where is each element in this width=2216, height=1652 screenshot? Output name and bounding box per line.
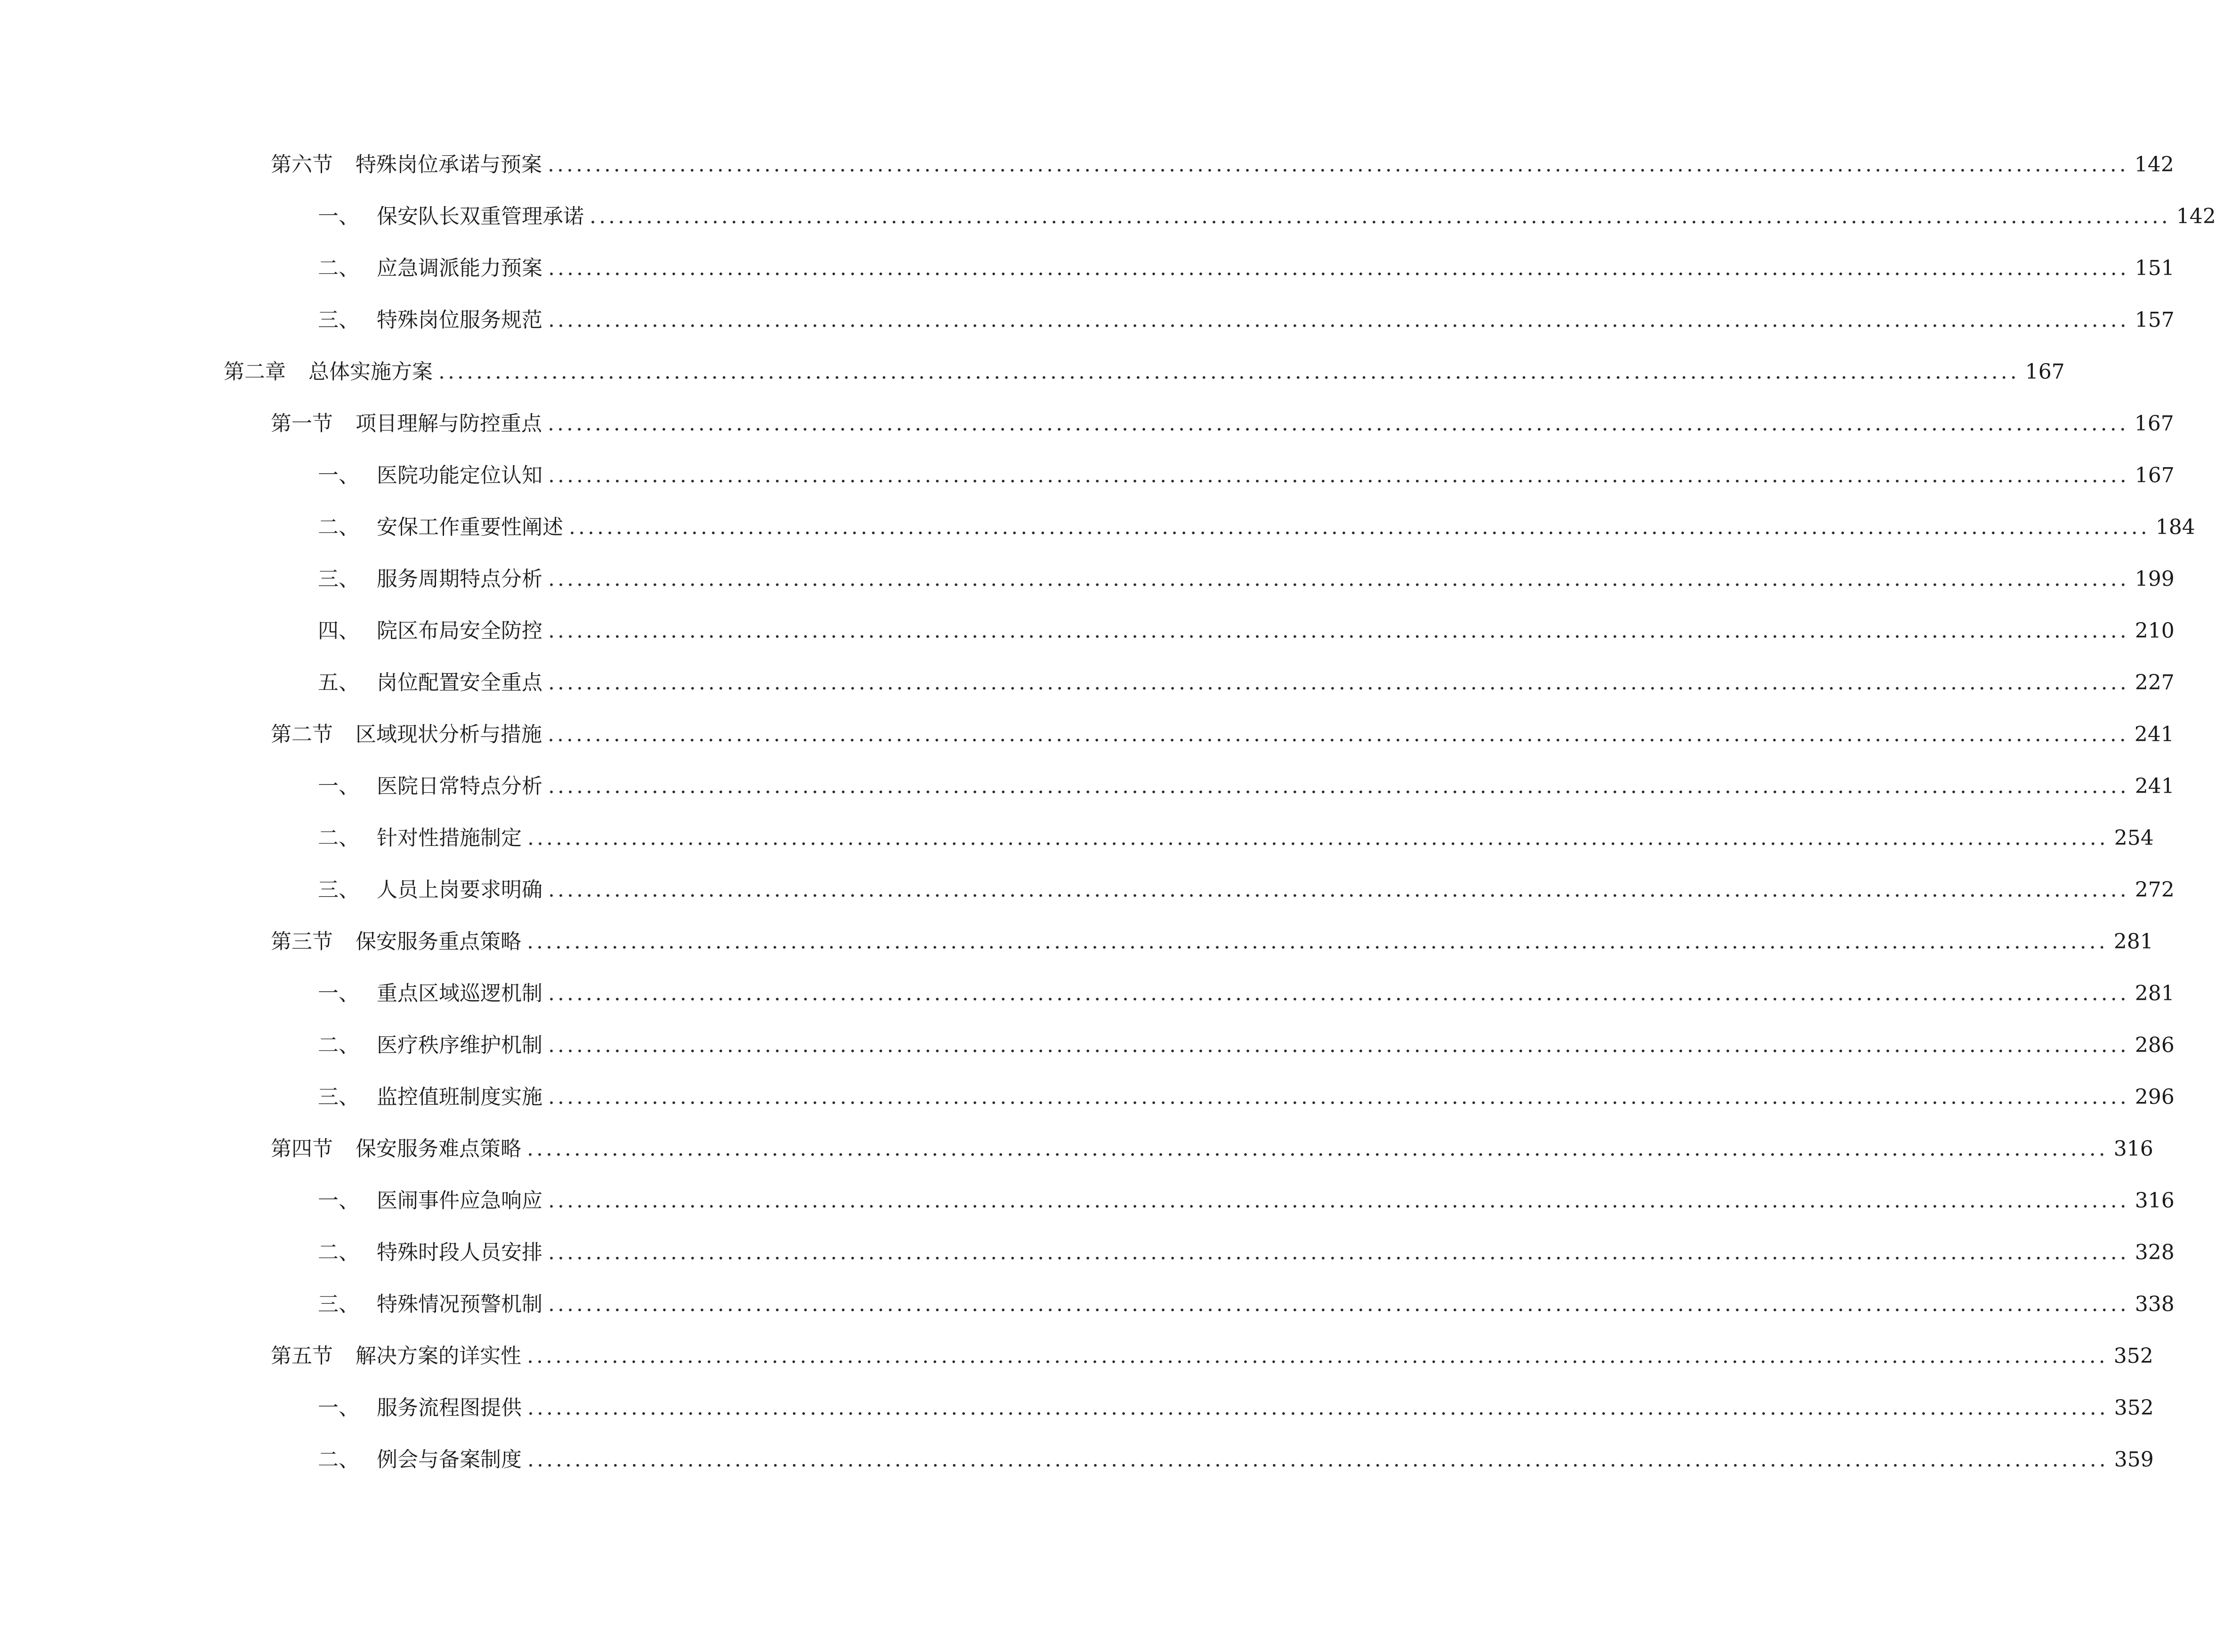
toc-entry-number: 一、 [318, 981, 359, 1005]
toc-entry[interactable] [318, 1078, 2175, 1116]
toc-entry-number: 第五节 [271, 1344, 333, 1368]
toc-entry[interactable] [224, 353, 2065, 391]
toc-entry[interactable] [318, 509, 2195, 546]
toc-entry-title: 保安队长双重管理承诺 [377, 204, 584, 228]
toc-entry-title: 总体实施方案 [308, 360, 433, 384]
toc-leader-dots: ........................................................................................................................................................................ [548, 1240, 2129, 1264]
toc-entry-number: 第二章 [224, 360, 286, 384]
toc-leader-dots: ........................................................................................................................................................................ [548, 1292, 2129, 1316]
toc-entry-title: 医院功能定位认知 [377, 463, 542, 487]
toc-entry-title: 特殊岗位承诺与预案 [356, 153, 542, 177]
toc-entry-page: 296 [2135, 1085, 2175, 1109]
toc-entry-title: 保安服务重点策略 [356, 930, 521, 954]
toc-entry-number: 一、 [318, 1189, 359, 1213]
toc-entry-title: 医院日常特点分析 [377, 774, 542, 798]
toc-entry-title: 例会与备案制度 [377, 1448, 522, 1472]
toc-entry-number: 二、 [318, 256, 359, 280]
toc-entry-title: 特殊时段人员安排 [377, 1240, 542, 1264]
toc-entry-number: 五、 [318, 671, 359, 695]
toc-entry-number: 一、 [318, 463, 359, 487]
toc-entry[interactable] [318, 1027, 2175, 1064]
toc-leader-dots: ........................................................................................................................................................................ [548, 567, 2129, 591]
toc-leader-dots: ........................................................................................................................................................................ [548, 671, 2129, 695]
toc-entry-page: 199 [2135, 567, 2175, 591]
toc-entry-page: 359 [2114, 1448, 2154, 1472]
toc-entry[interactable] [318, 1389, 2154, 1427]
toc-leader-dots: ........................................................................................................................................................................ [438, 360, 2020, 384]
toc-leader-dots: ........................................................................................................................................................................ [527, 1137, 2108, 1161]
toc-entry-page: 241 [2134, 722, 2174, 746]
toc-leader-dots: ........................................................................................................................................................................ [548, 619, 2129, 643]
toc-entry[interactable] [271, 1130, 2153, 1168]
toc-entry[interactable] [318, 198, 2216, 235]
toc-entry-number: 三、 [318, 1085, 359, 1109]
toc-entry-title: 岗位配置安全重点 [377, 671, 542, 695]
toc-entry-page: 142 [2134, 153, 2174, 177]
toc-leader-dots: ........................................................................................................................................................................ [548, 256, 2129, 280]
toc-entry[interactable] [318, 975, 2175, 1012]
toc-entry-title: 特殊情况预警机制 [377, 1292, 542, 1316]
toc-entry[interactable] [318, 1441, 2154, 1479]
toc-entry-page: 142 [2176, 204, 2216, 228]
toc-entry-page: 184 [2155, 515, 2195, 539]
toc-entry-title: 针对性措施制定 [377, 826, 522, 850]
toc-entry-page: 241 [2135, 774, 2175, 798]
toc-entry-title: 区域现状分析与措施 [356, 722, 542, 746]
toc-entry[interactable] [271, 923, 2153, 961]
toc-entry[interactable] [318, 768, 2175, 805]
toc-entry-page: 272 [2135, 878, 2175, 902]
toc-entry[interactable] [318, 819, 2154, 857]
toc-leader-dots: ........................................................................................................................................................................ [527, 826, 2109, 850]
toc-leader-dots: ........................................................................................................................................................................ [548, 1189, 2129, 1213]
toc-entry-number: 二、 [318, 1033, 359, 1057]
toc-entry-number: 一、 [318, 1396, 359, 1420]
toc-entry-title: 重点区域巡逻机制 [377, 981, 542, 1005]
toc-entry[interactable] [318, 1182, 2175, 1220]
toc-entry[interactable] [271, 405, 2174, 443]
toc-leader-dots: ........................................................................................................................................................................ [527, 1396, 2109, 1420]
toc-entry[interactable] [318, 1234, 2175, 1271]
toc-entry-title: 应急调派能力预案 [377, 256, 542, 280]
toc-entry-page: 286 [2135, 1033, 2175, 1057]
toc-entry-number: 三、 [318, 1292, 359, 1316]
toc-entry[interactable] [318, 664, 2175, 702]
toc-leader-dots: ........................................................................................................................................................................ [548, 463, 2129, 487]
toc-entry-number: 第六节 [271, 153, 333, 177]
toc-entry-page: 316 [2113, 1137, 2153, 1161]
toc-entry-title: 监控值班制度实施 [377, 1085, 542, 1109]
toc-entry-title: 保安服务难点策略 [356, 1137, 521, 1161]
toc-leader-dots: ........................................................................................................................................................................ [548, 308, 2129, 332]
toc-entry-title: 服务流程图提供 [377, 1396, 522, 1420]
toc-leader-dots: ........................................................................................................................................................................ [548, 878, 2129, 902]
toc-entry[interactable] [271, 716, 2174, 753]
toc-entry-page: 157 [2135, 308, 2175, 332]
toc-entry-number: 四、 [318, 619, 359, 643]
toc-leader-dots: ........................................................................................................................................................................ [548, 722, 2129, 746]
toc-entry-number: 三、 [318, 308, 359, 332]
toc-entry-page: 167 [2135, 463, 2175, 487]
toc-entry[interactable] [318, 301, 2175, 339]
toc-entry-number: 一、 [318, 774, 359, 798]
toc-entry[interactable] [318, 250, 2175, 287]
toc-entry[interactable] [318, 560, 2175, 598]
toc-entry-number: 第二节 [271, 722, 333, 746]
toc-entry-title: 项目理解与防控重点 [356, 412, 542, 436]
toc-entry-page: 352 [2113, 1344, 2153, 1368]
toc-entry-title: 安保工作重要性阐述 [377, 515, 563, 539]
toc-entry-page: 281 [2113, 930, 2153, 954]
toc-entry-title: 院区布局安全防控 [377, 619, 542, 643]
toc-entry-number: 三、 [318, 878, 359, 902]
toc-entry-number: 二、 [318, 826, 359, 850]
toc-entry-page: 254 [2114, 826, 2154, 850]
toc-entry[interactable] [318, 871, 2175, 909]
toc-entry-page: 151 [2135, 256, 2175, 280]
toc-entry-number: 二、 [318, 515, 359, 539]
toc-entry-page: 316 [2135, 1189, 2175, 1213]
toc-leader-dots: ........................................................................................................................................................................ [548, 981, 2129, 1005]
toc-leader-dots: ........................................................................................................................................................................ [548, 1085, 2129, 1109]
toc-entry[interactable] [318, 612, 2175, 650]
toc-entry[interactable] [318, 457, 2175, 494]
toc-leader-dots: ........................................................................................................................................................................ [569, 515, 2150, 539]
toc-entry-title: 医闹事件应急响应 [377, 1189, 542, 1213]
toc-entry-title: 医疗秩序维护机制 [377, 1033, 542, 1057]
toc-leader-dots: ........................................................................................................................................................................ [527, 930, 2108, 954]
toc-leader-dots: ........................................................................................................................................................................ [527, 1448, 2109, 1472]
toc-entry-title: 解决方案的详实性 [356, 1344, 521, 1368]
toc-entry-page: 338 [2135, 1292, 2175, 1316]
toc-entry-number: 第三节 [271, 930, 333, 954]
toc-entry[interactable] [318, 1286, 2175, 1323]
toc-entry-number: 第四节 [271, 1137, 333, 1161]
toc-entry-number: 二、 [318, 1448, 359, 1472]
toc-leader-dots: ........................................................................................................................................................................ [590, 204, 2171, 228]
toc-leader-dots: ........................................................................................................................................................................ [548, 1033, 2129, 1057]
toc-entry-page: 328 [2135, 1240, 2175, 1264]
toc-entry[interactable] [271, 146, 2174, 184]
toc-leader-dots: ........................................................................................................................................................................ [548, 774, 2129, 798]
toc-entry-number: 二、 [318, 1240, 359, 1264]
toc-entry-page: 281 [2135, 981, 2175, 1005]
toc-entry-number: 一、 [318, 204, 359, 228]
toc-entry-page: 352 [2114, 1396, 2154, 1420]
toc-entry-page: 167 [2025, 360, 2065, 384]
toc-leader-dots: ........................................................................................................................................................................ [548, 412, 2129, 436]
toc-entry-page: 227 [2135, 671, 2175, 695]
toc-entry-number: 三、 [318, 567, 359, 591]
toc-entry-number: 第一节 [271, 412, 333, 436]
toc-leader-dots: ........................................................................................................................................................................ [527, 1344, 2108, 1368]
toc-entry-title: 特殊岗位服务规范 [377, 308, 542, 332]
toc-entry-title: 服务周期特点分析 [377, 567, 542, 591]
toc-entry-title: 人员上岗要求明确 [377, 878, 542, 902]
toc-entry[interactable] [271, 1337, 2153, 1375]
toc-entry-page: 210 [2135, 619, 2175, 643]
toc-leader-dots: ........................................................................................................................................................................ [548, 153, 2129, 177]
toc-entry-page: 167 [2134, 412, 2174, 436]
